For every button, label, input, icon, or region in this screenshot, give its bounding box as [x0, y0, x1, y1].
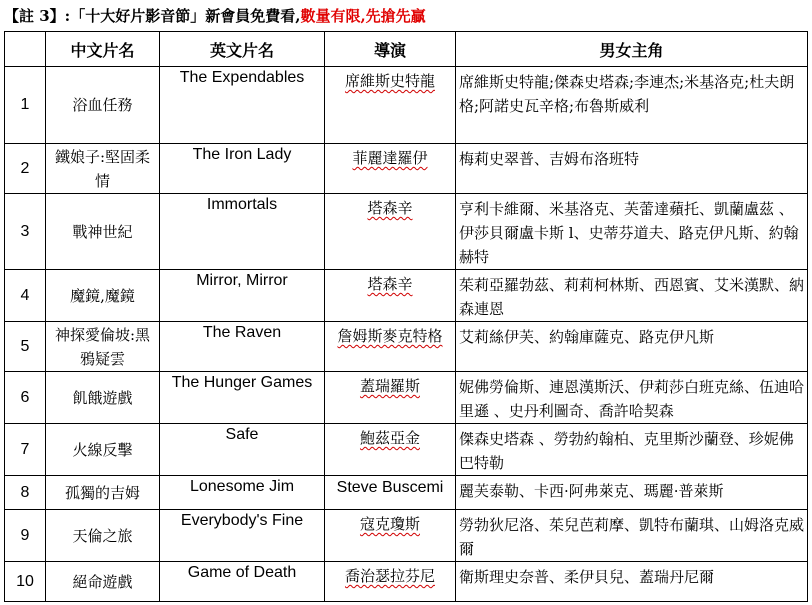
english-title: The Iron Lady	[160, 144, 325, 194]
row-number: 3	[5, 194, 46, 270]
table-header-row	[5, 32, 808, 67]
row-number: 7	[5, 424, 46, 476]
english-title: Lonesome Jim	[160, 476, 325, 510]
row-number: 8	[5, 476, 46, 510]
cast: 衛斯理史奈普、柔伊貝兒、蓋瑞丹尼爾	[456, 562, 808, 602]
director	[325, 562, 456, 602]
chinese-title: 鐵娘子:堅固柔情	[46, 144, 160, 194]
cast: 麗芙泰勒、卡西·阿弗萊克、瑪麗·普萊斯	[456, 476, 808, 510]
cast: 妮佛勞倫斯、連恩漢斯沃、伊莉莎白班克絲、伍迪哈里遜 、史丹利圖奇、喬許哈契森	[456, 372, 808, 424]
director	[325, 322, 456, 372]
table-row	[5, 67, 808, 144]
english-title: The Hunger Games	[160, 372, 325, 424]
director	[325, 510, 456, 562]
director-name: 塔森辛	[367, 275, 413, 293]
row-number: 1	[5, 67, 46, 144]
footnote-prefix: 【註 3】	[4, 7, 65, 25]
row-number: 2	[5, 144, 46, 194]
cast: 艾莉絲伊芙、約翰庫薩克、路克伊凡斯	[456, 322, 808, 372]
director-name: 蓋瑞羅斯	[359, 377, 420, 395]
director	[325, 424, 456, 476]
row-number: 6	[5, 372, 46, 424]
movie-table	[4, 31, 808, 602]
row-number: 9	[5, 510, 46, 562]
table-row	[5, 144, 808, 194]
table-row	[5, 270, 808, 322]
row-number: 4	[5, 270, 46, 322]
cast: 亨利卡維爾、米基洛克、芙蕾達蘋托、凱蘭盧茲 、伊莎貝爾盧卡斯 l、史蒂芬道夫、路克伊凡斯、約翰赫特	[456, 194, 808, 270]
director	[325, 194, 456, 270]
chinese-title: 神探愛倫坡:黑鴉疑雲	[46, 322, 160, 372]
row-number: 10	[5, 562, 46, 602]
header-chinese-title: 中文片名	[46, 32, 160, 67]
cast: 勞勃狄尼洛、茱兒芭莉摩、凱特布蘭琪、山姆洛克威爾	[456, 510, 808, 562]
header-cast: 男女主角	[456, 32, 808, 67]
cast: 席維斯史特龍;傑森史塔森;李連杰;米基洛克;杜夫朗格;阿諾史瓦辛格;布魯斯威利	[456, 67, 808, 144]
director-name: 喬治瑟拉芬尼	[344, 567, 435, 585]
director: Steve Buscemi	[325, 476, 456, 510]
director	[325, 372, 456, 424]
header-english-title: 英文片名	[160, 32, 325, 67]
chinese-title: 絕命遊戲	[46, 562, 160, 602]
director-name: 詹姆斯麥克特格	[337, 327, 443, 345]
chinese-title: 魔鏡,魔鏡	[46, 270, 160, 322]
table-row	[5, 476, 808, 510]
english-title: Safe	[160, 424, 325, 476]
english-title: Game of Death	[160, 562, 325, 602]
row-number: 5	[5, 322, 46, 372]
footnote-highlight: 數量有限,先搶先贏	[300, 7, 426, 25]
table-row	[5, 562, 808, 602]
table-row	[5, 322, 808, 372]
footnote-title: :「十大好片影音節」新會員免費看,	[64, 7, 301, 25]
director-name: 菲麗達羅伊	[352, 149, 428, 167]
english-title: Everybody's Fine	[160, 510, 325, 562]
director	[325, 67, 456, 144]
header-director: 導演	[325, 32, 456, 67]
director	[325, 270, 456, 322]
table-row	[5, 424, 808, 476]
table-row	[5, 372, 808, 424]
chinese-title: 孤獨的吉姆	[46, 476, 160, 510]
chinese-title: 戰神世紀	[46, 194, 160, 270]
header-number	[5, 32, 46, 67]
chinese-title: 浴血任務	[46, 67, 160, 144]
chinese-title: 飢餓遊戲	[46, 372, 160, 424]
chinese-title: 火線反擊	[46, 424, 160, 476]
table-row	[5, 194, 808, 270]
english-title: Immortals	[160, 194, 325, 270]
director	[325, 144, 456, 194]
table-row	[5, 510, 808, 562]
director-name: 寇克瓊斯	[359, 515, 420, 533]
english-title: Mirror, Mirror	[160, 270, 325, 322]
english-title: The Raven	[160, 322, 325, 372]
director-name: 席維斯史特龍	[344, 72, 435, 90]
cast: 傑森史塔森 、勞勃約翰柏、克里斯沙蘭登、珍妮佛巴特勒	[456, 424, 808, 476]
director-name: 塔森辛	[367, 199, 413, 217]
cast: 梅莉史翠普、吉姆布洛班特	[456, 144, 808, 194]
footnote-heading	[4, 4, 426, 28]
english-title: The Expendables	[160, 67, 325, 144]
chinese-title: 天倫之旅	[46, 510, 160, 562]
cast: 茱莉亞羅勃茲、莉莉柯林斯、西恩賓、艾米漢默、納森連恩	[456, 270, 808, 322]
director-name: 鮑茲亞金	[359, 429, 420, 447]
